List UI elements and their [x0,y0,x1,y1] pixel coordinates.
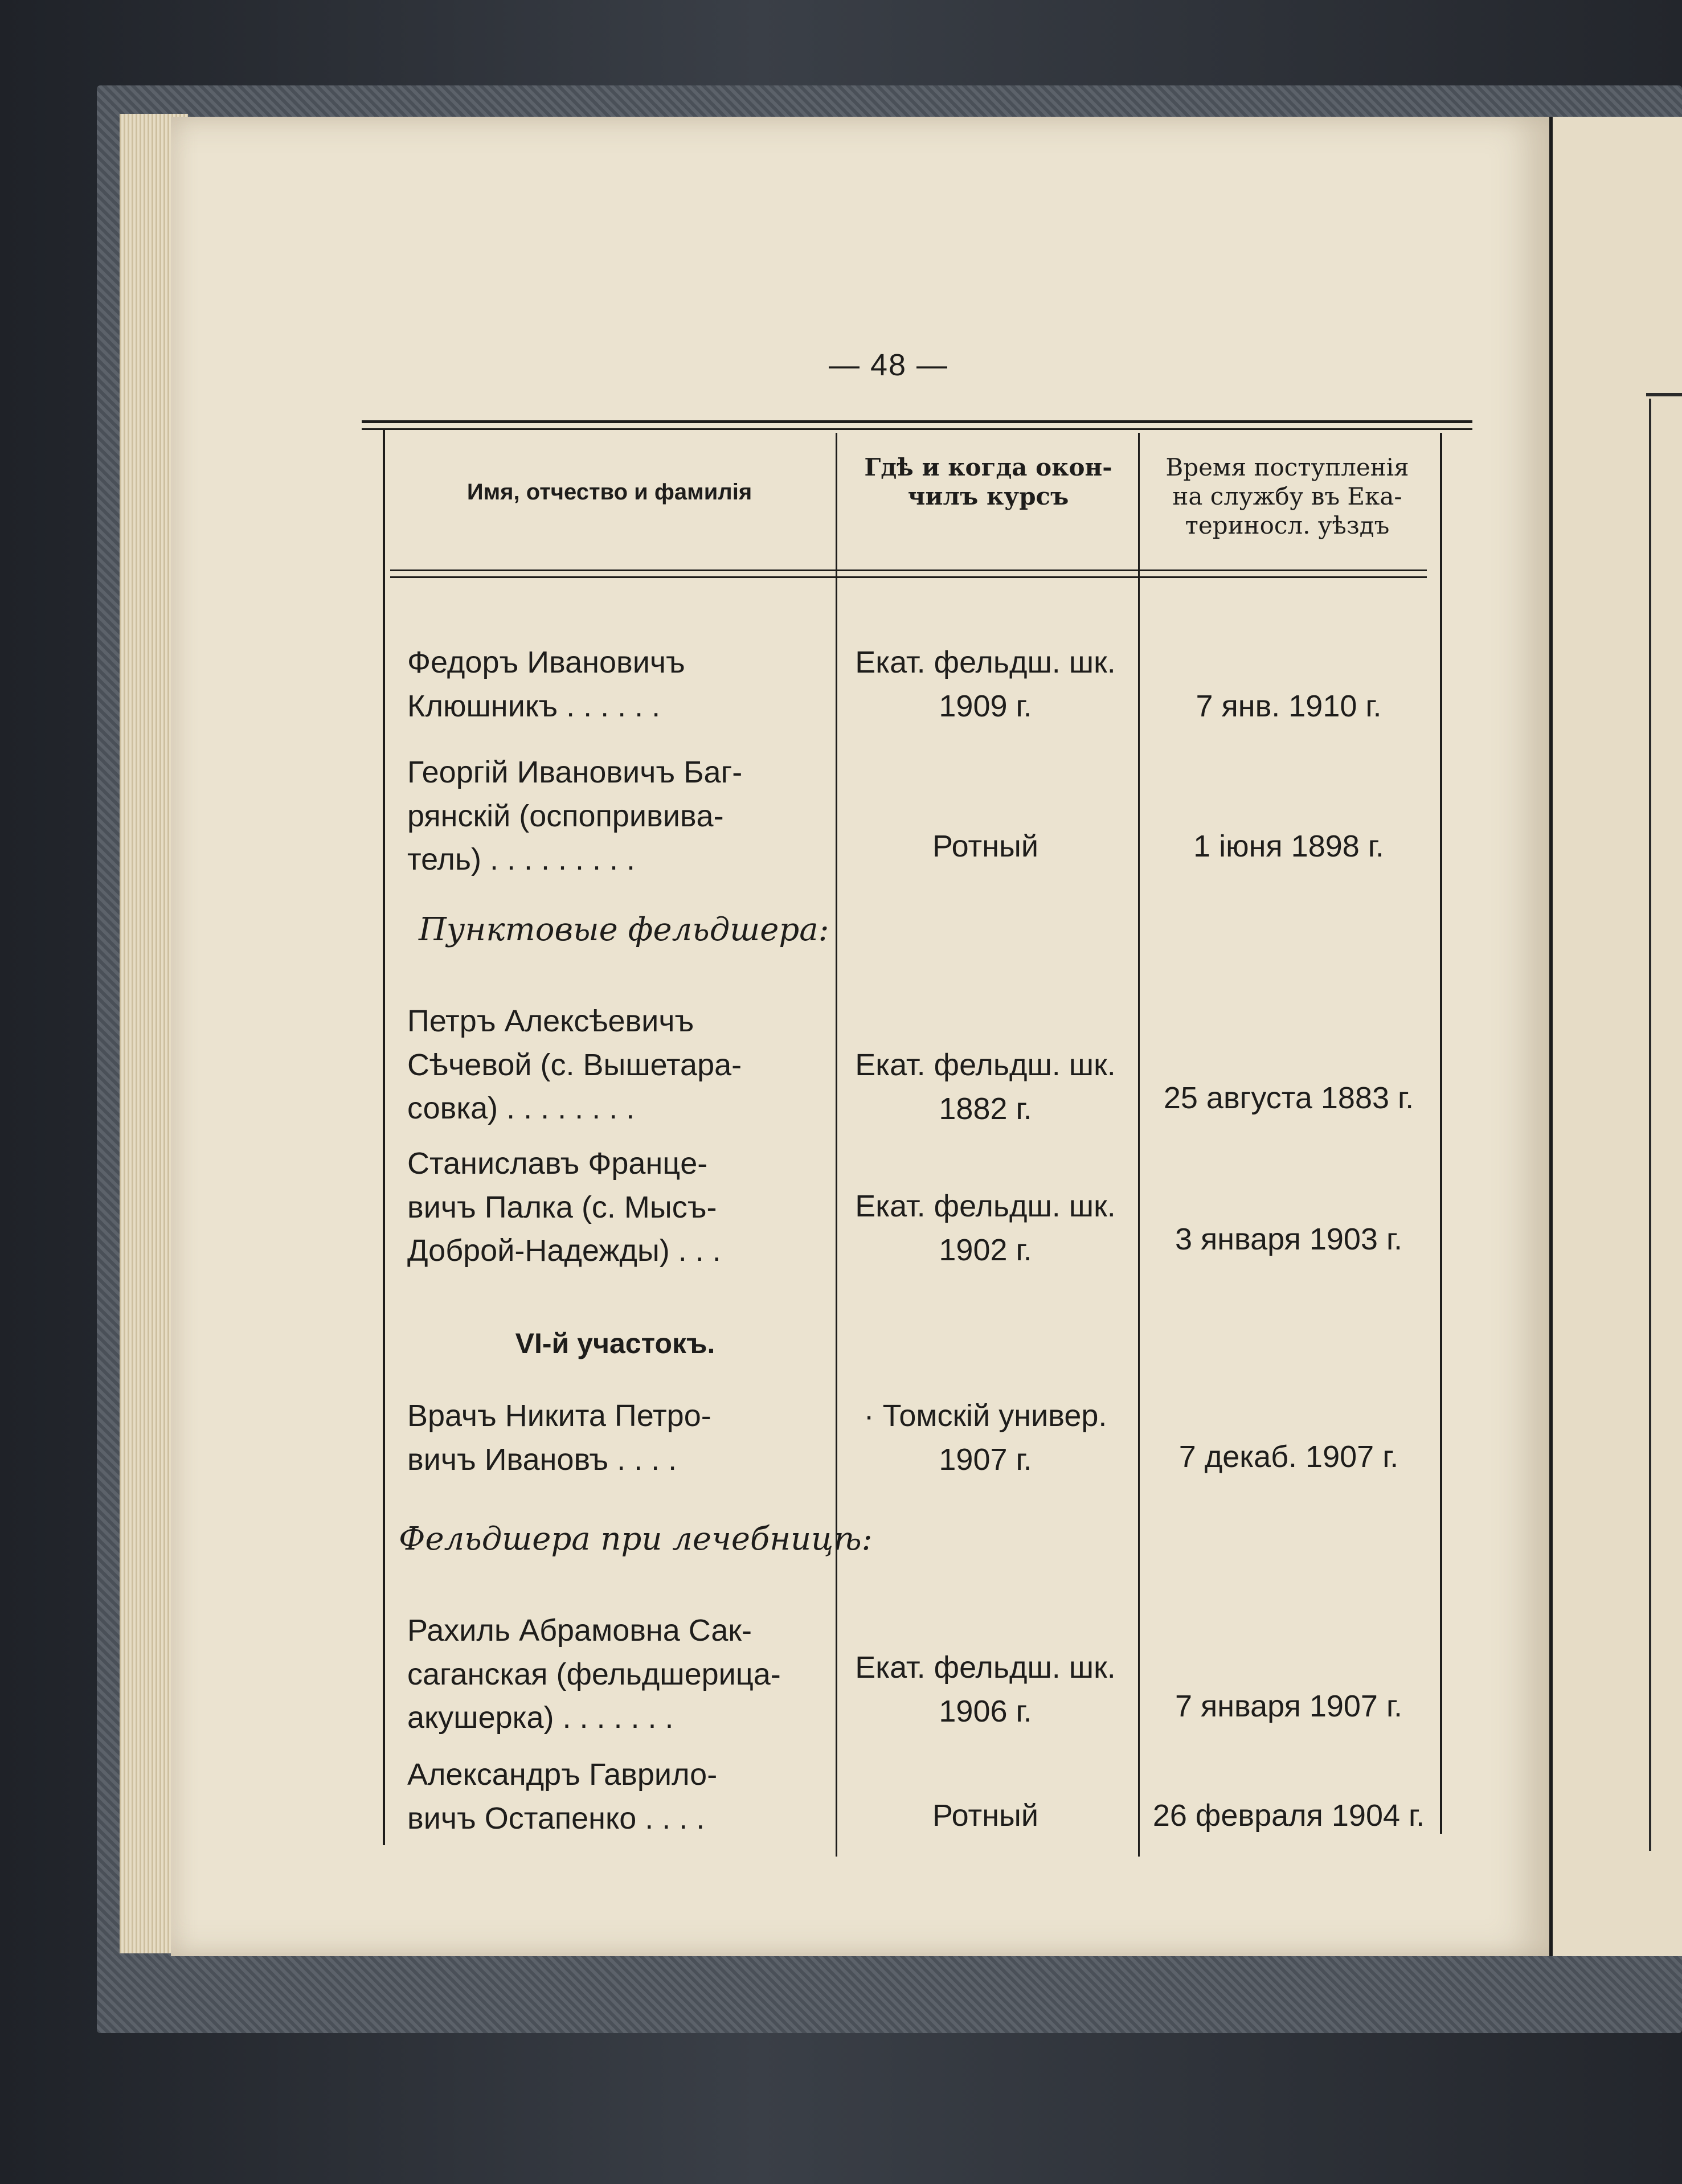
facing-page-line [1649,399,1651,1851]
row-where: Екат. фельдш. шк. 1909 г. [855,645,1116,723]
row-date: 25 августа 1883 г. [1163,1081,1414,1115]
row-where: Екат. фельдш. шк. 1882 г. [855,1048,1116,1126]
row-where: Ротный [932,1798,1039,1833]
header-bottom-rule-2 [390,576,1427,578]
row-date: 7 января 1907 г. [1174,1689,1403,1723]
section-punkt: Пунктовые фельдшера: [419,911,829,948]
header-bottom-rule [390,569,1427,571]
row-date: 7 декаб. 1907 г. [1178,1440,1399,1474]
col-line-left [383,430,385,1845]
page-number: — 48 — [828,348,949,382]
row-name: Станиславъ Францe- вичъ Палка (с. Мысъ- Доброй-Надежды) . . . [407,1146,721,1268]
row-where: · Томскій универ. 1907 г. [863,1399,1107,1477]
table-top-rule [362,420,1472,423]
row-where: Екат. фельдш. шк. 1902 г. [855,1189,1116,1267]
header-name: Имя, отчество и фамилія [466,480,752,505]
facing-page-rule [1646,393,1682,396]
header-where: Гдѣ и когда окон- чилъ курсъ [864,453,1112,511]
header-when: Время поступленія на службу въ Ека- териносл. уѣздъ [1165,453,1409,540]
section-hospital: Фельдшера при лечебницѣ: [399,1521,873,1558]
row-name: Федоръ Ивановичъ Клюшникъ . . . . . . [407,645,685,723]
row-date: 26 февраля 1904 г. [1152,1798,1425,1833]
row-name: Александръ Гаврило- вичъ Остапенко . . . . [407,1757,718,1835]
row-name: Георгій Ивановичъ Баг- рянскій (оспопрививa- тель) . . . . . . . . . [407,755,743,877]
row-name: Петръ Алексѣевичъ Сѣчевой (с. Вышетара- совка) . . . . . . . . [407,1004,742,1126]
row-date: 3 января 1903 г. [1174,1222,1403,1256]
row-where: Ротный [932,829,1039,863]
section-district: VI-й участокъ. [515,1327,715,1359]
row-name: Рахиль Абрамовна Сак- саганская (фельдшерица- акушерка) . . . . . . . [407,1613,781,1735]
table-top-rule-2 [362,428,1472,430]
col-line-right [1440,433,1442,1834]
row-where: Екат. фельдш. шк. 1906 г. [855,1650,1116,1728]
row-name: Врачъ Никита Петро- вичъ Ивановъ . . . . [407,1399,711,1477]
row-date: 1 іюня 1898 г. [1193,829,1384,863]
row-date: 7 янв. 1910 г. [1196,689,1382,723]
